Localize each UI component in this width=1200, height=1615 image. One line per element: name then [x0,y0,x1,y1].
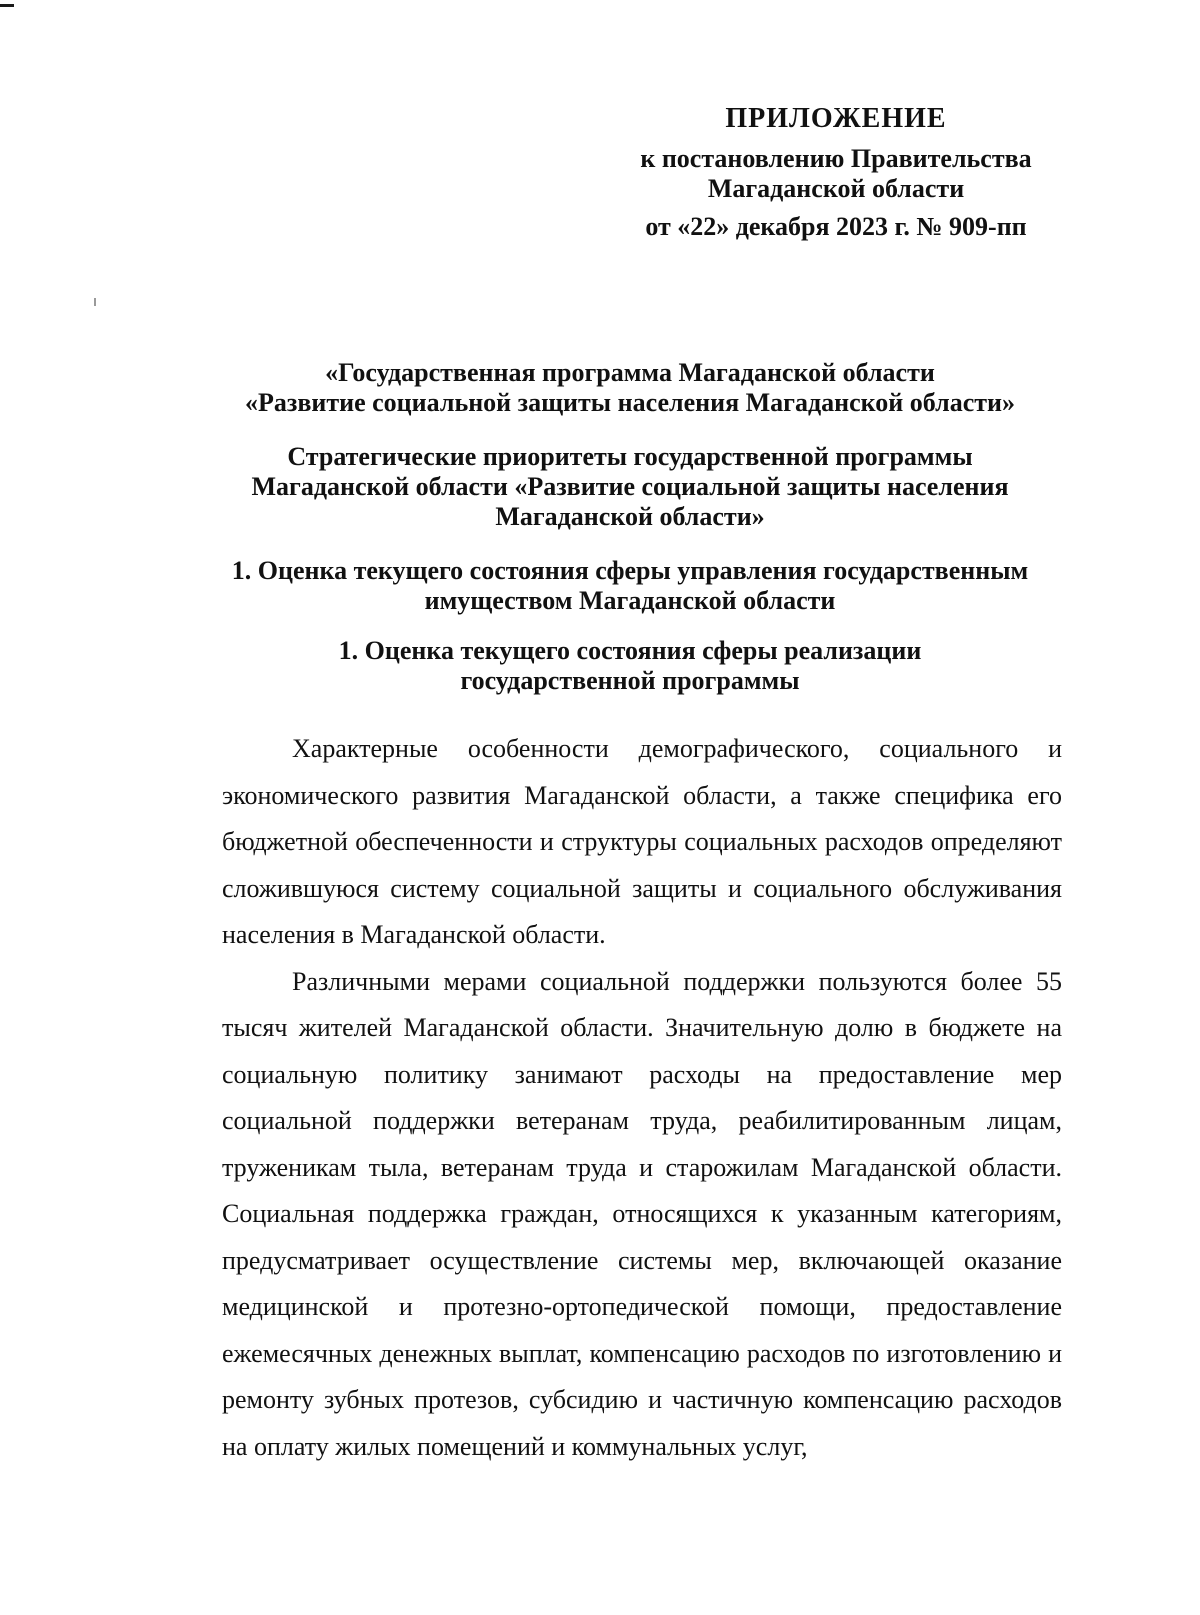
section-1-heading-alt-line-1: 1. Оценка текущего состояния сферы реализации [338,636,922,665]
appendix-line-2: Магаданской области [707,174,965,203]
program-title-line-1: «Государственная программа Магаданской области [325,358,935,387]
priorities-title [150,442,1110,532]
scan-speck [94,298,96,306]
program-title [150,358,1110,418]
scan-corner-mark [0,4,14,7]
priorities-title-line-1: Стратегические приоритеты государственной программы [287,442,973,471]
section-1-heading [150,556,1110,616]
section-1-heading-alt-line-2: государственной программы [460,666,800,695]
appendix-date-line: от «22» декабря 2023 г. № 909-пп [645,212,1027,241]
appendix-header [636,104,1036,242]
priorities-title-line-3: Магаданской области» [495,502,765,531]
program-title-line-2: «Развитие социальной защиты населения Магаданской области» [244,388,1016,417]
paragraph-2: Различными мерами социальной поддержки пользуются более 55 тысяч жителей Магаданской области. Значительную долю в бюджете на социальную политику занимают расходы на предоставление мер социальной поддержки ветеранам труда, реабилитированным лицам, труженикам тыла, ветеранам труда и старожилам Магаданской области. Социальная поддержка граждан, относящихся к указанным категориям, предусматривает осуществление системы мер, включающей оказание медицинской и протезно-ортопедической помощи, предоставление ежемесячных денежных выплат, компенсацию расходов по изготовлению и ремонту зубных протезов, субсидию и частичную компенсацию расходов на оплату жилых помещений и коммунальных услуг, [222,966,1062,1461]
section-1-heading-alt [150,636,1110,696]
appendix-title: ПРИЛОЖЕНИЕ [725,103,947,134]
paragraph-1: Характерные особенности демографического, социального и экономического развития Магаданской области, а также специфика его бюджетной обеспеченности и структуры социальных расходов определяют сложившуюся систему социальной защиты и социального обслуживания населения в Магаданской области. [222,734,1062,949]
priorities-title-line-2: Магаданской области «Развитие социальной защиты населения [251,472,1009,501]
appendix-line-1: к постановлению Правительства [640,144,1032,173]
section-1-heading-line-1: 1. Оценка текущего состояния сферы управления государственным [231,556,1029,585]
section-1-heading-line-2: имуществом Магаданской области [424,586,836,615]
body-text [222,726,1062,1470]
